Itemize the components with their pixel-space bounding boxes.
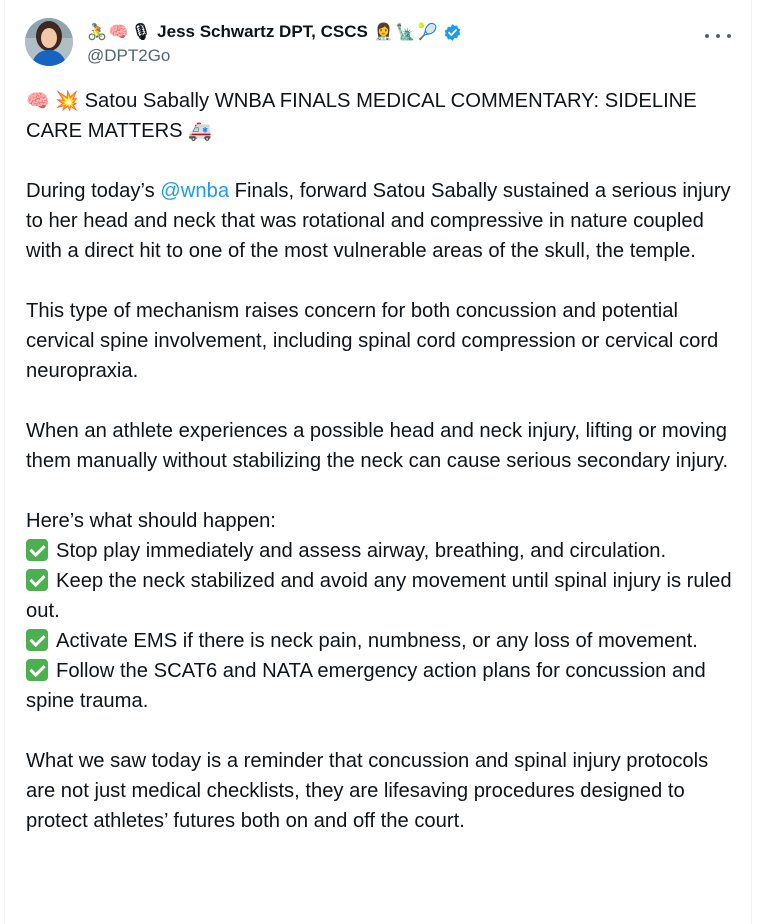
ambulance-icon: 🚑 xyxy=(188,120,212,142)
tweet-title: 🧠 💥 Satou Sabally WNBA FINALS MEDICAL COMMENTARY: SIDELINE CARE MATTERS 🚑 xyxy=(26,90,697,142)
brain-icon: 🧠 xyxy=(108,22,129,41)
paragraph-mechanism: This type of mechanism raises concern for both concussion and potential cervical spine involvement, including spinal cord compression or cervical cord neuropraxia. xyxy=(26,300,719,382)
list-item: Stop play immediately and assess airway, breathing, and circulation. xyxy=(26,536,738,566)
author-handle[interactable]: @DPT2Go xyxy=(87,46,171,65)
check-mark-icon xyxy=(26,659,48,681)
check-mark-icon xyxy=(26,539,48,561)
paragraph-conclusion: What we saw today is a reminder that concussion and spinal injury protocols are not just medical checklists, they are lifesaving procedures designed to protect athletes’ futures both on and off the court. xyxy=(26,750,709,832)
paragraph-injury: During today’s @wnba Finals, forward Satou Sabally sustained a serious injury to her head and neck that was rotational and compressive in nature coupled with a direct hit to one of the most vulnerable areas of the skull, the temple. xyxy=(26,180,731,262)
list-item: Activate EMS if there is neck pain, numbness, or any loss of movement. xyxy=(26,626,738,656)
verified-badge-icon xyxy=(443,23,462,42)
tweet-text xyxy=(26,86,738,866)
more-options-icon[interactable] xyxy=(705,26,731,46)
check-mark-icon xyxy=(26,569,48,591)
list-item: Follow the SCAT6 and NATA emergency action plans for concussion and spine trauma. xyxy=(26,660,706,712)
author-name[interactable]: Jess Schwartz DPT, CSCS xyxy=(157,22,368,41)
brain-icon: 🧠 xyxy=(26,90,50,112)
tweet-header xyxy=(25,12,731,72)
microphone-icon: 🎙 xyxy=(130,22,152,41)
bicycle-icon: 🚴 xyxy=(87,22,107,41)
author-name-row[interactable] xyxy=(87,20,691,44)
author-block xyxy=(87,20,691,66)
list-item: Keep the neck stabilized and avoid any movement until spinal injury is ruled out. xyxy=(26,570,732,622)
avatar[interactable] xyxy=(25,18,73,66)
tweet-card xyxy=(4,0,752,924)
check-mark-icon xyxy=(26,629,48,651)
list-intro: Here’s what should happen: xyxy=(26,510,276,532)
paragraph-risk: When an athlete experiences a possible head and neck injury, lifting or moving them manually without stabilizing the neck can cause serious secondary injury. xyxy=(26,420,729,472)
statue-of-liberty-icon: 🗽 xyxy=(395,22,416,41)
tennis-ball-icon: 🎾 xyxy=(417,22,438,41)
health-worker-icon: 👩‍⚕️ xyxy=(373,22,394,41)
collision-icon: 💥 xyxy=(55,90,79,112)
mention-link[interactable]: @wnba xyxy=(160,180,230,202)
